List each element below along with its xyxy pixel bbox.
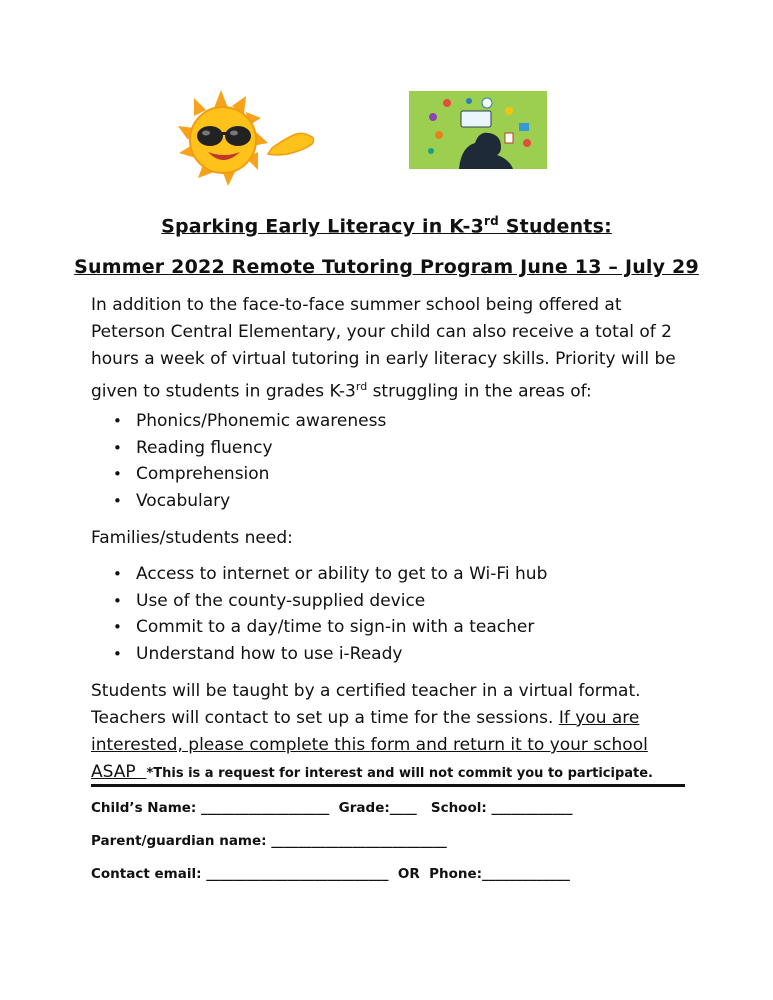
child-grade-school-fields[interactable]: Child’s Name: ___________________ Grade:____ School: ____________: [91, 800, 573, 816]
flyer-subtitle: Summer 2022 Remote Tutoring Program June 13 – July 29: [74, 256, 699, 278]
list-item: • Phonics/Phonemic awareness: [113, 411, 387, 431]
contact-email-phone-fields[interactable]: Contact email: ___________________________ OR Phone:_____________: [91, 866, 570, 882]
sun-sunglasses-illustration: [176, 88, 321, 188]
parent-guardian-field[interactable]: Parent/guardian name: __________________________: [91, 833, 447, 849]
needs-heading: Families/students need:: [91, 528, 293, 548]
learning-icons-illustration: [409, 91, 547, 169]
family-needs-list: [113, 561, 547, 668]
list-item: • Reading fluency: [113, 437, 273, 458]
list-item: • Commit to a day/time to sign-in with a teacher: [113, 617, 535, 638]
struggle-areas-list: [113, 408, 386, 515]
interest-disclaimer: *This is a request for interest and will not commit you to participate.: [146, 766, 653, 781]
divider-line: [91, 784, 685, 787]
list-item: • Understand how to use i-Ready: [113, 644, 403, 665]
flyer-title: Sparking Early Literacy in K-3rd Students:: [161, 214, 612, 238]
list-item: • Access to internet or ability to get to a Wi-Fi hub: [113, 564, 548, 584]
intro-paragraph: In addition to the face-to-face summer school being offered at Peterson Central Elementary, your child can also receive a total of 2 hours a week of virtual tutoring in early literacy skills. Priority will be given to students in grades K-3rd struggling in the areas of:: [91, 295, 676, 402]
list-item: • Use of the county-supplied device: [113, 590, 426, 611]
closing-paragraph: Students will be taught by a certified teacher in a virtual format. Teachers will contact to set up a time for the sessions. If you are interested, please complete this form and return it to your school ASAP *This is a request for interest and will not commit you to participate.: [91, 681, 653, 782]
list-item: • Comprehension: [113, 464, 270, 485]
list-item: • Vocabulary: [113, 491, 231, 512]
